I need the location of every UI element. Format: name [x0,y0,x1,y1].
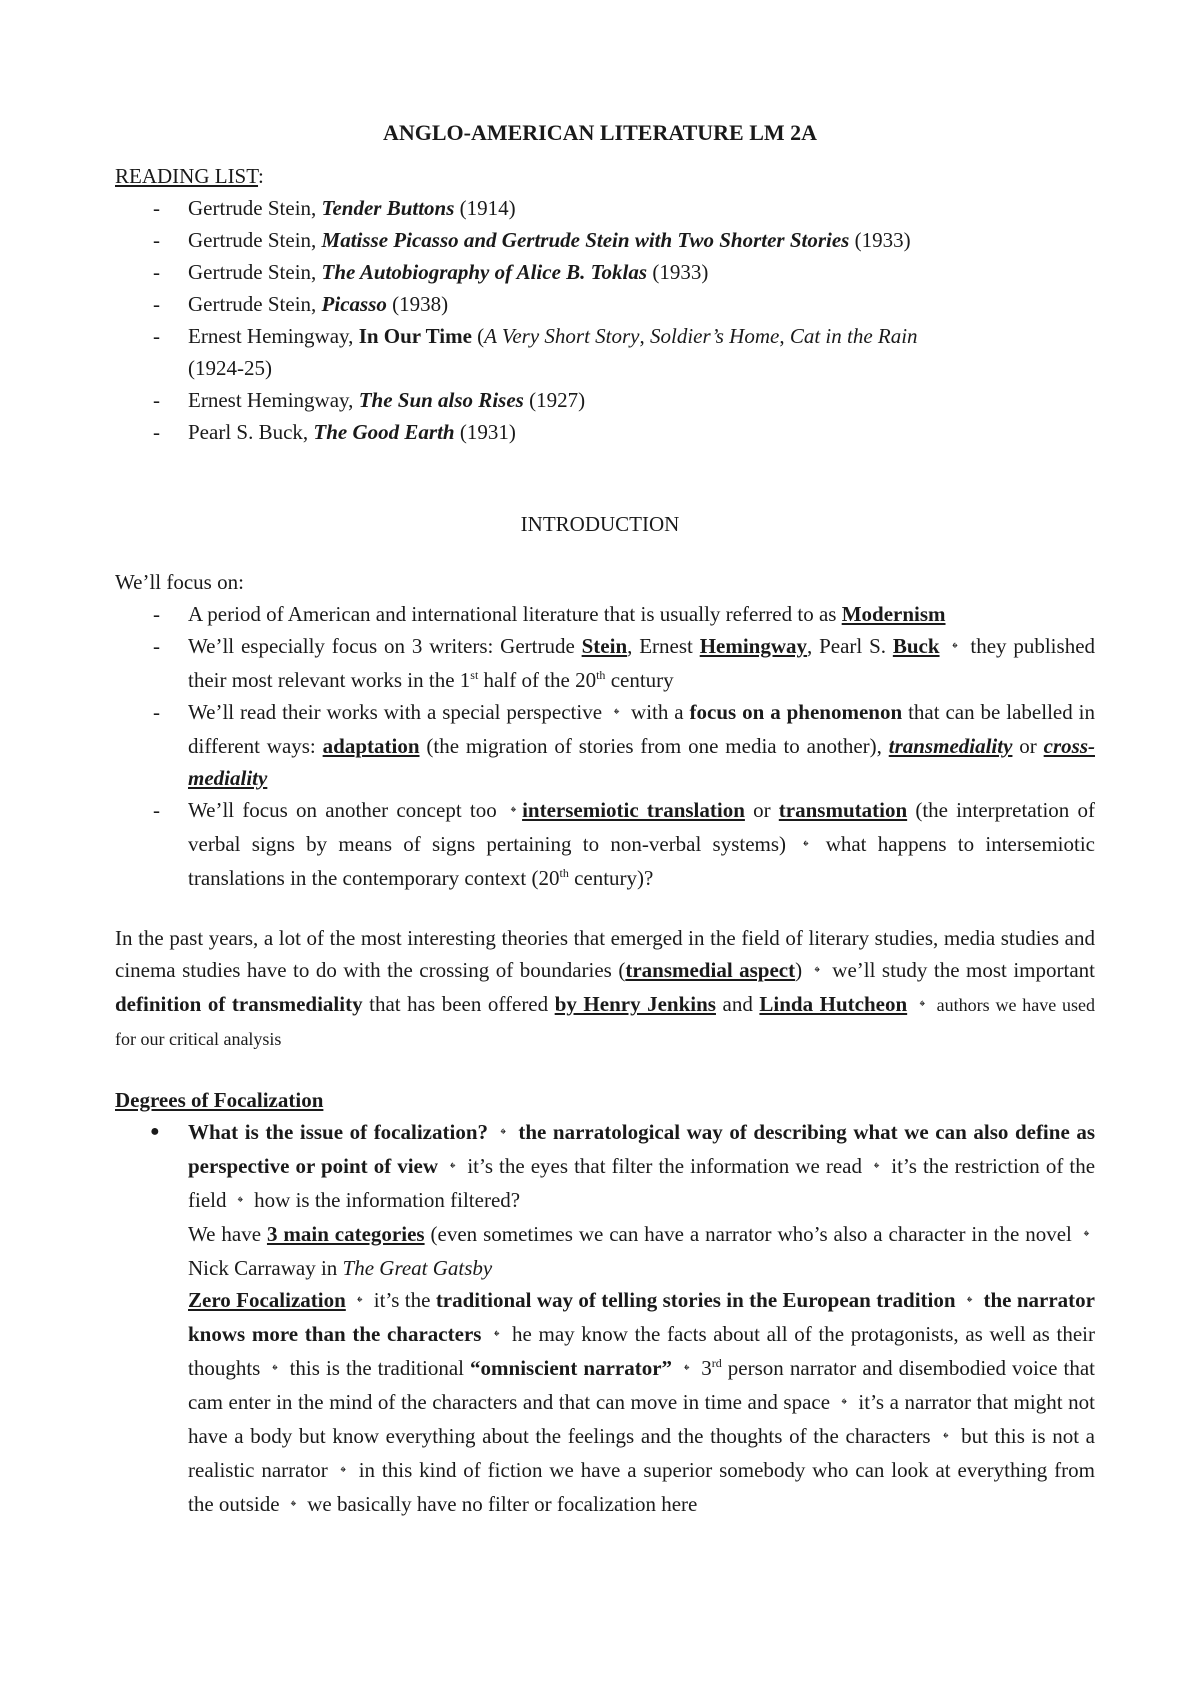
arrow-icon: 𝄌 [510,803,517,821]
superscript: st [470,668,479,682]
author: Gertrude Stein, [188,260,322,284]
text: We’ll especially focus on 3 writers: Gertrude [188,634,582,658]
author: Ernest Hemingway, [188,324,359,348]
arrow-icon: 𝄌 [290,1497,297,1515]
term: Hemingway [699,634,808,658]
work-title: Tender Buttons [321,196,455,220]
author: Gertrude Stein, [188,228,322,252]
text: We’ll focus on another concept too [188,798,505,822]
term: “omniscient narrator” [470,1356,673,1380]
author: Pearl S. Buck, [188,420,314,444]
author: Ernest Hemingway, [188,388,359,412]
focalization-question [188,1116,1095,1218]
work-title: Matisse Picasso and Gertrude Stein with Two Shorter Stories [321,228,850,252]
work-title: The Sun also Rises [358,388,524,412]
text: but this is not a realistic narrator [188,1424,1095,1482]
arrow-icon: 𝄌 [340,1463,346,1481]
page-title: ANGLO-AMERICAN LITERATURE LM 2A [382,120,818,145]
text: ) [795,958,809,982]
text: that has been offered [362,992,555,1016]
list-item: - We’ll read their works with a special perspective 𝄌 with a focus on a phenomenon that can be labelled in different ways: adaptation (the migration of stories from one media to another), transmediality or cross-mediality [153,700,1095,790]
reading-list-heading-line [115,160,1095,192]
author: Gertrude Stein, [188,292,322,316]
list-item: - Gertrude Stein, Picasso (1938) [153,292,449,316]
arrow-icon: 𝄌 [841,1395,847,1413]
text: person narrator and disembodied voice that cam enter in the mind of the characters and that can move in time and space [188,1356,1096,1414]
term: definition of transmediality [115,992,363,1016]
year: (1933) [647,260,709,284]
text: we basically have no filter or focalization here [302,1492,698,1516]
year: (1931) [454,420,516,444]
zero-focalization [188,1284,1095,1522]
superscript: rd [711,1356,722,1370]
text: (even sometimes we can have a narrator who’s also a character in the novel [424,1222,1078,1246]
text: traditional way of telling stories in the European tradition [435,1288,956,1312]
text: or [1012,734,1044,758]
reading-list [115,192,1095,448]
work-title: Picasso [321,292,387,316]
arrow-icon: 𝄌 [803,837,809,855]
text: (the migration of stories from one media to another), [419,734,889,758]
separator: , [639,324,650,348]
text: century)? [568,866,654,890]
text: in this kind of fiction we have a superior somebody who can look at everything from the outside [188,1458,1095,1516]
arrow-icon: 𝄌 [1083,1227,1089,1245]
text: What is the issue of focalization? [188,1120,489,1144]
text: and [715,992,760,1016]
term: adaptation [322,734,420,758]
list-item: - Ernest Hemingway, The Sun also Rises (1927) [153,388,586,412]
bullet-icon: ● [150,1123,160,1140]
author: Gertrude Stein, [188,196,322,220]
text: it’s a narrator that might not have a body but know everything about the feelings and the thoughts of the characters [188,1390,1096,1448]
text: how is the information filtered? [248,1188,521,1212]
story-title: Cat in the Rain [789,324,918,348]
arrow-icon: 𝄌 [919,997,925,1015]
term: focus on a phenomenon [689,700,903,724]
arrow-icon: 𝄌 [237,1193,243,1211]
body-paragraph [115,922,1095,1055]
term: 3 main categories [266,1222,425,1246]
year: (1924-25) [188,356,272,380]
text: he may know the facts about all of the protagonists, as well as their thoughts [188,1322,1095,1380]
paren: ( [471,324,485,348]
year: (1933) [849,228,911,252]
text: it’s the restriction of the field [188,1154,1096,1212]
superscript: th [596,668,606,682]
list-item: - Gertrude Stein, The Autobiography of Alice B. Toklas (1933) [153,260,709,284]
text: A period of American and international literature that is usually referred to as [188,602,842,626]
text: or [744,798,779,822]
term: cross-mediality [188,734,1095,790]
arrow-icon: 𝄌 [684,1361,690,1379]
reading-list-section [115,160,1095,448]
focalization-list [115,1116,1095,1522]
year: (1914) [454,196,516,220]
text: the narratological way of describing what we can also define as perspective or point of view [188,1120,1096,1178]
arrow-icon: 𝄌 [952,639,958,657]
work-title: The Great Gatsby [342,1256,493,1280]
story-title: Soldier’s Home [650,324,780,348]
text: , Pearl S. [807,634,893,658]
introduction-section [115,566,1095,894]
text: In the past years, a lot of the most interesting theories that emerged in the field of literary studies, media studies and cinema studies have to do with the crossing of boundaries ( [115,926,1095,982]
list-item: - Pearl S. Buck, The Good Earth (1931) [153,420,516,444]
arrow-icon: 𝄌 [874,1159,880,1177]
story-title: A Very Short Story [484,324,640,348]
list-item: - We’ll focus on another concept too 𝄌 intersemiotic translation or transmutation (the interpretation of verbal signs by means of signs pertaining to non-verbal systems) 𝄌 what happens to intersemiotic translations in the contemporary context (20th century)? [153,798,1095,890]
focalization-heading: Degrees of Focalization [115,1088,324,1112]
list-item [115,1116,1095,1522]
separator: , [779,324,790,348]
reading-list-heading: READING LIST [115,164,259,188]
arrow-icon: 𝄌 [966,1293,973,1311]
list-item: - We’ll especially focus on 3 writers: Gertrude Stein, Ernest Hemingway, Pearl S. Buck 𝄌 they published their most relevant works in the 1st half of the 20th century [153,634,1096,692]
work-title: The Good Earth [313,420,455,444]
term: Linda Hutcheon [759,992,908,1016]
introduction-heading: INTRODUCTION [520,512,680,536]
text: Nick Carraway in [188,1256,343,1280]
list-item: - Gertrude Stein, Matisse Picasso and Gertrude Stein with Two Shorter Stories (1933) [153,228,911,252]
term: Zero Focalization [188,1288,346,1312]
focalization-section [115,1084,1095,1522]
introduction-list [115,598,1095,894]
year: (1927) [523,388,586,412]
text: We have [188,1222,267,1246]
work-title: In Our Time [358,324,472,348]
introduction-lead: We’ll focus on: [115,570,244,594]
arrow-icon: 𝄌 [450,1159,456,1177]
text: with a [625,700,690,724]
text: century [605,668,674,692]
year: (1938) [386,292,449,316]
work-title: The Autobiography of Alice B. Toklas [321,260,648,284]
arrow-icon: 𝄌 [500,1125,506,1143]
paragraph-text [115,922,1095,1055]
reading-list-colon: : [258,164,264,188]
arrow-icon: 𝄌 [943,1429,949,1447]
text: this is the traditional [283,1356,471,1380]
term: transmedial aspect [625,958,796,982]
term: Buck [892,634,940,658]
term: transmutation [778,798,908,822]
text: we’ll study the most important [825,958,1095,982]
arrow-icon: 𝄌 [494,1327,500,1345]
term: by Henry Jenkins [554,992,716,1016]
text: , Ernest [627,634,700,658]
text: the narrator knows more than the characters [188,1288,1095,1346]
term: transmediality [888,734,1013,758]
term: Modernism [841,602,946,626]
arrow-icon: 𝄌 [814,963,820,981]
arrow-icon: 𝄌 [357,1293,363,1311]
arrow-icon: 𝄌 [272,1361,278,1379]
text: what happens to intersemiotic translations in the contemporary context (20 [188,832,1095,890]
list-item: - Gertrude Stein, Tender Buttons (1914) [153,196,516,220]
text: they published their most relevant works in the 1 [188,634,1096,692]
text: authors we have used for our critical analysis [115,995,1096,1049]
arrow-icon: 𝄌 [613,705,620,723]
term: Stein [581,634,628,658]
text: We’ll read their works with a special perspective [188,700,608,724]
list-item: - A period of American and international literature that is usually referred to as Modernism [153,602,946,626]
text: it’s the [368,1288,436,1312]
text: that can be labelled in different ways: [188,700,1095,758]
focalization-categories [188,1218,1095,1284]
text: 3 [695,1356,712,1380]
text: half of the 20 [478,668,597,692]
text: (the interpretation of verbal signs by means of signs pertaining to non-verbal systems) [188,798,1095,856]
text: it’s the eyes that filter the information we read [461,1154,869,1178]
superscript: th [559,866,569,880]
term: intersemiotic translation [522,798,745,822]
list-item: - Ernest Hemingway, In Our Time (A Very Short Story, Soldier’s Home, Cat in the Rain (1924-25) [153,324,918,380]
